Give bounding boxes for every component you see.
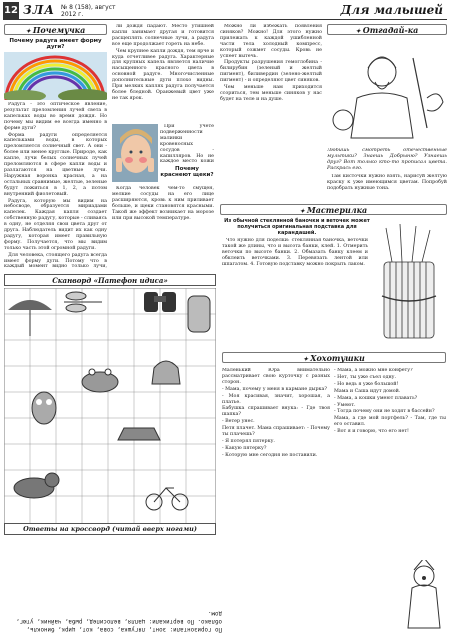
paragraph: Когда человек чем-то смущен, мелкие сосуды на его лице расширяются, кровь к ним приливает больше, и щеки становятся красными. Такой же эффект возникает на морозе или при высокой температуре. xyxy=(112,186,214,221)
crossword-grid xyxy=(4,288,216,524)
joke-line: - Умеют. xyxy=(334,402,356,408)
joke-line: - Какую пятерку? xyxy=(222,445,267,451)
paragraph: Что нужно для поделки: стеклянная баночка, веточки такой же длины, что и высота банки, клей. 1. Отмерить веточки по высоте банки. 2. Обмазать банку клеем и обклеить веточками. 3. Перевязать лентой или шпагатом. 4. Готовую подставку можно покрыть лаком. xyxy=(222,238,368,267)
paragraph: ли дождя падают. Место утишней капли занимает другая и готовится расщеплять солнечные лучи, а радуга все еще продолжает гореть на небе. xyxy=(112,24,214,47)
star-icon: ✦ xyxy=(355,28,363,35)
column-2-text-side xyxy=(160,124,214,164)
paragraph: Можно ли избежать появления синяков? Можно! Для этого нужно прилежать к каждой ушибленной части тела холодный компресс, который сожмет сосуды. Кровь не успеет вытечь. xyxy=(220,24,322,59)
paragraph: Радуга - это оптическое явление, результат преломления лучей света в капельках воды во время дождя. Но почему мы видим ее всегда именно в форме дуги? xyxy=(4,102,107,131)
star-icon: ✦ xyxy=(25,28,33,35)
column-2-text-bottom xyxy=(112,186,214,270)
star-icon: ✦ xyxy=(303,356,311,363)
joke-line: - Моя красивая, значит, хорошая, а платье. xyxy=(222,393,330,405)
boy-photo xyxy=(112,124,158,182)
joke-line: - Ветер унес. xyxy=(222,419,255,425)
paragraph: Для человека, стоящего радуга всегда имеет форму дуги. Потому что в каждый момент видно только лучи, xyxy=(4,252,107,270)
bogatyr-coloring-image xyxy=(327,38,447,146)
clown-illustration xyxy=(402,560,446,630)
joke-line: Петя плачет. Мама спрашивает: - Почему ты плачешь? xyxy=(222,426,330,438)
heading-masterilka: ✦ Мастерилка xyxy=(220,204,447,215)
masterilka-text xyxy=(222,238,368,346)
joke-line: - Но ведь я уже большой! xyxy=(334,381,399,387)
heading-hohotushki: ✦ Хохотушки xyxy=(222,352,446,363)
joke-line: Мама и Саша идут домой. xyxy=(334,388,401,394)
joke-line: - Мама, а можно мне конфету? xyxy=(334,368,413,373)
hand-icon xyxy=(188,296,210,332)
joke-line: - Которую мне сегодня не поставили. xyxy=(222,452,318,458)
joke-line: - Мама, почему у меня в кармане дырка? xyxy=(222,386,327,392)
joke-line: - Тогда почему они не ходят в бассейн? xyxy=(334,409,435,415)
jokes-column-left xyxy=(222,368,330,630)
paragraph: Радуга, которую мы видим на небосводе, образуется мириадами капелек. Каждая капля создает собственную радугу, которые - сливаясь в одну, не отделяя свои цвета друг от друга. Наблюдатель видит их как одну радугу, которая имеет правильную форму. Получается, что мы видим только часть этой огромной радуги. xyxy=(4,198,107,251)
paragraph: Там кисточки нужно взять, нарисуй желтую краску к уже имеющимся цветам. Попробуй подобрать нужные тона. xyxy=(327,174,447,191)
column-4-text xyxy=(327,174,447,202)
issue-info: № 8 (158), август 2012 г. xyxy=(61,4,116,18)
newspaper-logo: ЗЛА xyxy=(23,3,56,17)
crossword-title: Сканворд «Патефон идиса» xyxy=(4,274,216,286)
crossword-answers-heading: Ответы на кроссворд (читай вверх ногами) xyxy=(4,523,216,535)
column-3-text xyxy=(220,24,322,200)
paragraph: При учете подверженности малинки кровеносных сосудов - капилляров. Но не каждое место кожи xyxy=(160,124,214,164)
joke-line: Бабушка спрашивает внука: - Где твоя шапка? xyxy=(222,406,330,418)
pencil-holder-image xyxy=(372,222,446,342)
page-header xyxy=(3,2,447,20)
column-1-text xyxy=(4,102,107,270)
section-title: Для малышей xyxy=(340,3,443,17)
paragraph: Форма радуги определяется капельками воды, в которых преломляется солнечный свет. А они - более или менее круглые. Природе, как капле, лучи белых солнечных лучей преломляются в сфере капли воды и разлагаются на цветные лучи. Наружная воронка красная, а на остальных сравнимые, желтые, зеленые будут ложиться в 1, 2, а потом внутренний фиолетовый. xyxy=(4,132,107,197)
owl-icon xyxy=(32,392,56,424)
column-2-text-top xyxy=(112,24,214,122)
joke-line: - Я потерял пятерку. xyxy=(222,438,275,444)
joke-line: - Вот я и говорю, что его нет! xyxy=(334,429,409,435)
rainbow-image xyxy=(4,52,107,100)
paragraph: Чем меньше нам приходится ссориться, тем меньше синяков у нас будет на теле и на душе. xyxy=(220,85,322,102)
paragraph: Продукты разрушения гемоглобина - билирубин (зеленый и желтый пигмент), биливердин (зелено-желтый пигмент) - и определяют цвет синяков. xyxy=(220,60,322,84)
page-number: 12 xyxy=(3,2,19,19)
joke-line: Маленький Юра внимательно рассматривает свою курточку с разных сторон. xyxy=(222,368,330,385)
heading-pochemuchka: ✦ Почемучка xyxy=(4,24,107,35)
joke-line: Мама, а где мой портфель? - Там, где ты его оставил. xyxy=(334,416,446,428)
iron-icon xyxy=(118,428,160,440)
crossword-answers-upside-down: По горизонтали: зонт, лягушка, сова, кот, цирк, бинокль, облако. По вертикали: цапля, велосипед, рыба, чайник, утюг, дом. xyxy=(16,610,222,632)
subheading-cheeks: Почему краснеют щеки? xyxy=(160,166,214,178)
star-icon: ✦ xyxy=(299,208,307,215)
paragraph: Чем крупнее капли дождя, тем ярче и куда отчетливее радуга. Характерные для крупных капель является наличие насыщенного красного цвета в основной радуге. Многочисленные дополнительные дуги плохо видны. При мелких каплях радуга получается более бледной. Оранжевый цвет уже не так ярок. xyxy=(112,48,214,101)
heading-otgadayka: ✦ Отгадай-ка xyxy=(327,24,447,35)
masterilka-subheading: Из обычной стеклянной баночки и веточек может получиться оригинальная подставка для карандашей. xyxy=(224,218,370,236)
joke-line: - Нет, ты уже съел одну. xyxy=(334,374,397,380)
joke-line: - Мама, а кошки умеют плавать? xyxy=(334,395,418,401)
subheading-rainbow: Почему радуга имеет форму дуги? xyxy=(9,38,102,50)
coloring-caption: Любишь смотреть отечественные мультики? Знаешь Добрыню? Узнаешь друг? Вот только кто-то прописал цвета. Раскрась его. xyxy=(327,148,447,171)
